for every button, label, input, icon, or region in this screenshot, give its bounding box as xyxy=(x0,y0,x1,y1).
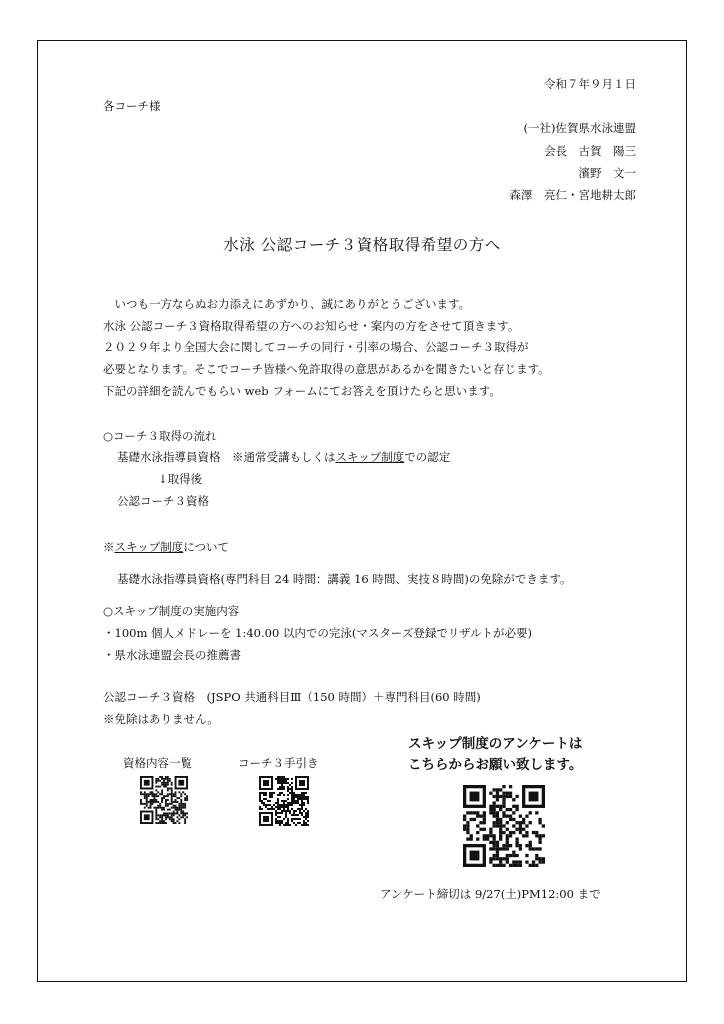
flow-step-2: 公認コーチ３資格 xyxy=(117,494,209,508)
skip-heading-pre: ※ xyxy=(103,540,115,554)
flow-step-1-note-pre: ※通常受講もしくは xyxy=(232,450,336,464)
sender-president: 会長 古賀 陽三 xyxy=(544,144,636,158)
survey-deadline: アンケート締切は 9/27(土)PM12:00 まで xyxy=(380,887,601,901)
skip-impl-item-2: ・県水泳連盟会長の推薦書 xyxy=(103,648,241,662)
intro-line-3: ２０２９年より全国大会に関してコーチの同行・引率の場合、公認コーチ３取得が xyxy=(103,340,529,354)
skip-system-link[interactable]: スキップ制度 xyxy=(335,450,405,464)
qr-code-survey[interactable] xyxy=(463,785,545,867)
survey-line-2: こちらからお願い致します。 xyxy=(408,757,583,773)
qr-code-coach3-guide[interactable] xyxy=(259,776,309,826)
skip-impl-heading: ○スキップ制度の実施内容 xyxy=(103,604,240,618)
skip-heading-link[interactable]: スキップ制度 xyxy=(114,540,184,554)
sender-member-1: 濱野 文一 xyxy=(578,166,636,180)
document-title: 水泳 公認コーチ３資格取得希望の方へ xyxy=(223,236,501,254)
intro-line-4: 必要となります。そこでコーチ皆様へ免許取得の意思があるかを聞きたいと存じます。 xyxy=(103,362,550,376)
skip-heading xyxy=(103,540,229,554)
skip-description: 基礎水泳指導員資格(専門科目 24 時間：講義 16 時間、実技８時間)の免除ができます。 xyxy=(117,572,572,586)
qr-label-coach3-guide: コーチ３手引き xyxy=(238,756,319,770)
qr-code-qualification-list[interactable] xyxy=(140,776,188,824)
skip-heading-post: について xyxy=(183,540,230,554)
qualification-line-1: 公認コーチ３資格 (JSPO 共通科目Ⅲ（150 時間）＋専門科目(60 時間) xyxy=(103,690,481,704)
intro-line-1: いつも一方ならぬお力添えにあずかり、誠にありがとうございます。 xyxy=(103,297,471,311)
skip-impl-item-1: ・100m 個人メドレーを 1:40.00 以内での完泳(マスターズ登録でリザルトが必要) xyxy=(103,626,533,640)
sender-member-2: 森澤 亮仁・宮地耕太郎 xyxy=(509,188,636,202)
flow-arrow: ↓取得後 xyxy=(158,472,203,486)
qr-label-qualification-list: 資格内容一覧 xyxy=(123,756,192,770)
survey-line-1: スキップ制度のアンケートは xyxy=(408,736,583,752)
flow-step-1-note-post: での認定 xyxy=(404,450,451,464)
page-border xyxy=(37,40,687,982)
intro-line-2: 水泳 公認コーチ３資格取得希望の方へのお知らせ・案内の方をさせて頂きます。 xyxy=(103,319,520,333)
recipient: 各コーチ様 xyxy=(103,99,161,113)
document-date: 令和７年９月１日 xyxy=(544,77,636,91)
flow-step-1 xyxy=(117,450,450,464)
qualification-line-2: ※免除はありません。 xyxy=(103,712,219,726)
flow-step-1-label: 基礎水泳指導員資格 xyxy=(117,450,221,464)
intro-line-5: 下記の詳細を読んでもらい web フォームにてお答えを頂けたらと思います。 xyxy=(103,384,501,398)
sender-org: (一社)佐賀県水泳連盟 xyxy=(523,121,636,135)
flow-heading: ○コーチ３取得の流れ xyxy=(103,429,217,443)
